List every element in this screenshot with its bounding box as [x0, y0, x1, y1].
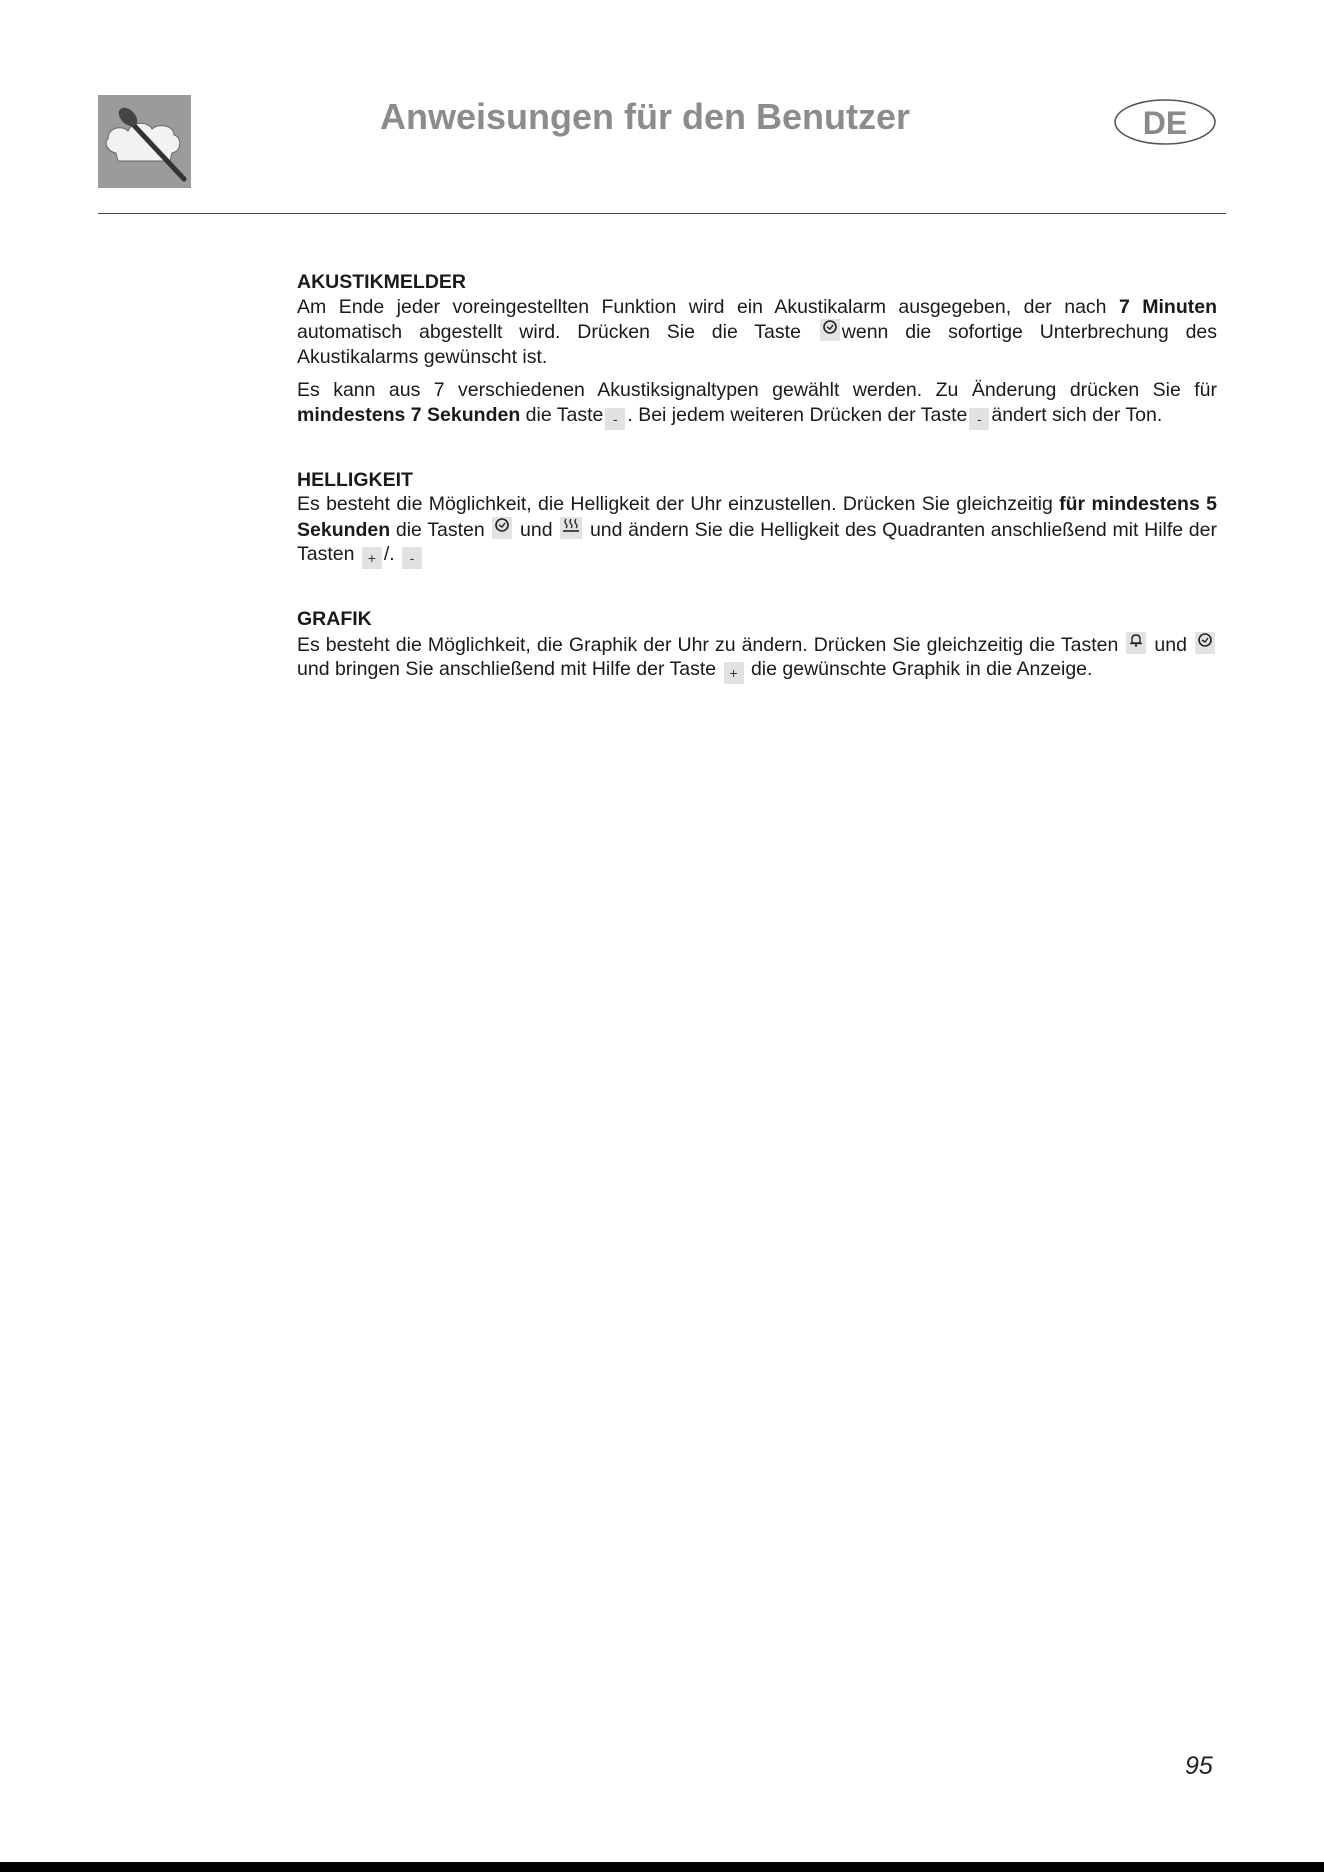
bell-icon	[1126, 632, 1146, 654]
section-akustikmelder	[297, 270, 1217, 430]
text: und ändern Sie die Helligkeit des Quadranten anschließend mit Hilfe der Tasten	[297, 518, 1217, 565]
minus-key: -	[402, 547, 422, 569]
text: Es besteht die Möglichkeit, die Graphik der Uhr zu ändern. Drücken Sie gleichzeitig die Tasten	[297, 633, 1125, 656]
timer-icon	[1195, 632, 1215, 654]
paragraph	[297, 632, 1217, 685]
footer-bar	[0, 1862, 1324, 1872]
text: und	[1148, 633, 1193, 656]
minus-key: -	[605, 408, 625, 430]
text: ändert sich der Ton.	[991, 403, 1163, 426]
text: Am Ende jeder voreingestellten Funktion wird ein Akustikalarm ausgegeben, der nach	[297, 295, 1119, 318]
text: automatisch abgestellt wird. Drücken Sie die Taste	[297, 321, 818, 343]
language-badge	[1113, 98, 1217, 146]
section-grafik	[297, 607, 1217, 684]
plus-key: +	[362, 547, 382, 569]
steam-icon	[560, 517, 582, 539]
text: . Bei jedem weiteren Drücken der Taste	[627, 403, 968, 426]
section-helligkeit	[297, 468, 1217, 570]
text: die gewünschte Graphik in die Anzeige.	[745, 658, 1093, 680]
section-heading: HELLIGKEIT	[297, 468, 413, 491]
bold-text: 7 Minuten	[1118, 295, 1217, 318]
paragraph	[297, 492, 1217, 569]
main-content	[297, 270, 1217, 722]
header-divider	[98, 213, 1226, 214]
chef-spoon-logo	[98, 95, 191, 188]
text: /	[383, 543, 390, 565]
text: wenn die sofortige Unterbrechung des Akustikalarms gewünscht ist.	[297, 321, 1218, 368]
plus-key: +	[724, 662, 744, 684]
bold-text: mindestens 7 Sekunden	[297, 403, 521, 426]
minus-key: -	[969, 408, 989, 430]
text: Es kann aus 7 verschiedenen Akustiksignaltypen gewählt werden. Zu Änderung drücken Sie für	[297, 379, 1217, 401]
paragraph	[297, 295, 1217, 370]
language-code: DE	[1142, 105, 1188, 141]
text: Es besteht die Möglichkeit, die Helligkeit der Uhr einzustellen. Drücken Sie gleichzeitig	[297, 493, 1060, 515]
section-heading: AKUSTIKMELDER	[297, 271, 466, 293]
timer-icon	[820, 319, 840, 341]
timer-icon	[492, 517, 512, 539]
text: die Taste	[520, 403, 604, 426]
text: .	[389, 543, 401, 565]
text: und	[514, 518, 559, 541]
bold-text: für mindestens 5 Sekunden	[297, 493, 1217, 541]
text: und bringen Sie anschließend mit Hilfe der Taste	[297, 658, 722, 680]
page-title: Anweisungen für den Benutzer	[380, 96, 911, 137]
paragraph	[297, 378, 1217, 430]
section-heading: GRAFIK	[297, 608, 372, 630]
page-number: 95	[1185, 1752, 1213, 1780]
text: die Tasten	[390, 518, 491, 541]
